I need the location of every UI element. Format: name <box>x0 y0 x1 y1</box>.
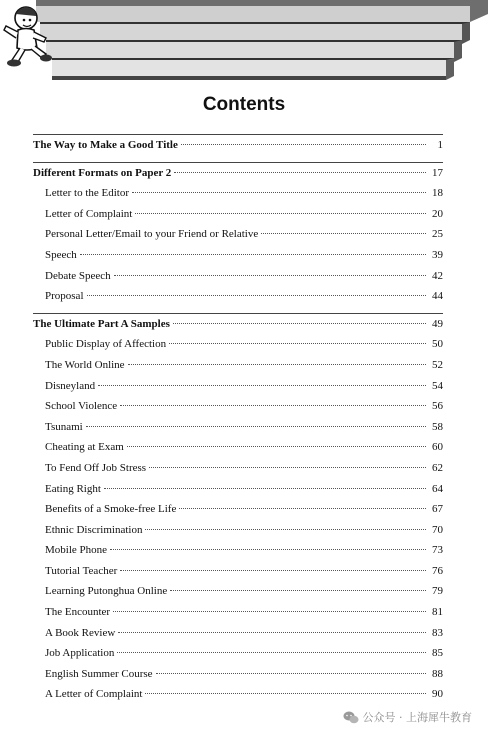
leader-dots <box>113 610 426 612</box>
leader-dots <box>120 569 426 571</box>
toc-page-number: 90 <box>432 688 443 701</box>
leader-dots <box>156 672 426 674</box>
toc-entry[interactable] <box>33 286 443 307</box>
toc-entry[interactable] <box>33 643 443 664</box>
toc-page-number: 17 <box>432 166 443 179</box>
toc-entry-title: Proposal <box>45 290 84 303</box>
toc-section <box>33 162 443 307</box>
toc-entry[interactable] <box>33 581 443 602</box>
table-of-contents <box>33 134 443 705</box>
toc-page-number: 44 <box>432 290 443 303</box>
leader-dots <box>98 384 426 386</box>
wechat-icon <box>343 711 359 724</box>
toc-entry-title: Job Application <box>45 647 115 660</box>
toc-entry[interactable] <box>33 224 443 245</box>
toc-entry-title: Ethnic Discrimination <box>45 523 143 536</box>
toc-entry-title: Letter to the Editor <box>45 187 129 200</box>
toc-page-number: 83 <box>432 626 443 639</box>
toc-entry-title: The Encounter <box>45 606 111 619</box>
leader-dots <box>169 342 426 344</box>
toc-page-number: 1 <box>437 139 443 151</box>
toc-entry[interactable] <box>33 499 443 520</box>
leader-dots <box>120 404 426 406</box>
toc-page-number: 20 <box>432 207 443 220</box>
toc-entry-title: Personal Letter/Email to your Friend or Relative <box>45 228 259 241</box>
leader-dots <box>145 528 426 530</box>
toc-entry[interactable] <box>33 664 443 685</box>
leader-dots <box>170 589 426 591</box>
toc-page-number: 18 <box>432 187 443 200</box>
toc-entry[interactable] <box>33 602 443 623</box>
header-banner <box>0 0 488 88</box>
toc-entry-title: The World Online <box>45 358 125 371</box>
toc-entry[interactable] <box>33 396 443 417</box>
toc-page-number: 56 <box>432 400 443 413</box>
leader-dots <box>104 487 426 489</box>
toc-section-title: Different Formats on Paper 2 <box>33 166 172 179</box>
toc-section-title: The Ultimate Part A Samples <box>33 317 170 330</box>
toc-section-heading[interactable] <box>33 135 443 156</box>
leader-dots <box>128 363 426 365</box>
toc-entry[interactable] <box>33 376 443 397</box>
toc-section-heading[interactable] <box>33 314 443 335</box>
leader-dots <box>110 548 426 550</box>
leader-dots <box>117 651 426 653</box>
toc-entry-title: Speech <box>45 248 77 261</box>
toc-section <box>33 134 443 156</box>
leader-dots <box>118 631 426 633</box>
leader-dots <box>145 692 426 694</box>
toc-entry-title: Benefits of a Smoke-free Life <box>45 503 177 516</box>
toc-page-number: 64 <box>432 482 443 495</box>
leader-dots <box>87 294 427 296</box>
leader-dots <box>135 212 426 214</box>
toc-entry-title: Letter of Complaint <box>45 207 133 220</box>
toc-entry[interactable] <box>33 479 443 500</box>
toc-page-number: 60 <box>432 441 443 454</box>
leader-dots <box>179 507 426 509</box>
toc-entry-title: School Violence <box>45 400 118 413</box>
toc-page-number: 49 <box>432 317 443 330</box>
toc-page-number: 42 <box>432 269 443 282</box>
toc-section <box>33 313 443 705</box>
toc-entry-title: Mobile Phone <box>45 544 108 557</box>
toc-entry-title: Disneyland <box>45 379 96 392</box>
toc-page-number: 76 <box>432 564 443 577</box>
toc-entry[interactable] <box>33 204 443 225</box>
toc-entry[interactable] <box>33 684 443 705</box>
toc-page-number: 52 <box>432 358 443 371</box>
watermark <box>343 709 473 725</box>
leader-dots <box>149 466 426 468</box>
toc-page-number: 88 <box>432 667 443 680</box>
toc-entry[interactable] <box>33 355 443 376</box>
toc-page-number: 54 <box>432 379 443 392</box>
toc-entry[interactable] <box>33 540 443 561</box>
leader-dots <box>80 253 426 255</box>
toc-page-number: 85 <box>432 647 443 660</box>
toc-entry-title: A Letter of Complaint <box>45 688 143 701</box>
toc-entry[interactable] <box>33 458 443 479</box>
leader-dots <box>127 445 426 447</box>
toc-entry[interactable] <box>33 183 443 204</box>
watermark-text: 公众号 · 上海犀牛教育 <box>362 711 472 724</box>
leader-dots <box>114 274 426 276</box>
toc-page-number: 25 <box>432 228 443 241</box>
toc-entry-title: Tsunami <box>45 420 83 433</box>
toc-page-number: 79 <box>432 585 443 598</box>
toc-page-number: 39 <box>432 248 443 261</box>
toc-entry-title: Cheating at Exam <box>45 441 124 454</box>
leader-dots <box>173 322 426 324</box>
toc-entry-title: Tutorial Teacher <box>45 564 118 577</box>
toc-entry[interactable] <box>33 334 443 355</box>
toc-entry-title: English Summer Course <box>45 667 153 680</box>
page-title: Contents <box>202 94 286 115</box>
toc-entry-title: Public Display of Affection <box>45 338 167 351</box>
toc-entry-title: Eating Right <box>45 482 101 495</box>
stair-banner-graphic <box>0 0 488 88</box>
toc-entry-title: To Fend Off Job Stress <box>45 461 147 474</box>
toc-entry-title: Debate Speech <box>45 269 111 282</box>
toc-entry[interactable] <box>33 561 443 582</box>
toc-entry[interactable] <box>33 266 443 287</box>
toc-entry[interactable] <box>33 437 443 458</box>
toc-entry[interactable] <box>33 623 443 644</box>
toc-entry[interactable] <box>33 520 443 541</box>
leader-dots <box>174 171 426 173</box>
toc-entry[interactable] <box>33 417 443 438</box>
toc-page-number: 73 <box>432 544 443 557</box>
toc-entry[interactable] <box>33 245 443 266</box>
leader-dots <box>86 425 426 427</box>
toc-entry-title: A Book Review <box>45 626 116 639</box>
toc-page-number: 50 <box>432 338 443 351</box>
leader-dots <box>132 191 426 193</box>
toc-section-heading[interactable] <box>33 163 443 184</box>
toc-section-title: The Way to Make a Good Title <box>33 139 178 151</box>
toc-page-number: 67 <box>432 503 443 516</box>
leader-dots <box>181 143 426 145</box>
toc-page-number: 62 <box>432 461 443 474</box>
toc-page-number: 70 <box>432 523 443 536</box>
leader-dots <box>261 232 426 234</box>
toc-page-number: 58 <box>432 420 443 433</box>
toc-page-number: 81 <box>432 606 443 619</box>
toc-entry-title: Learning Putonghua Online <box>45 585 168 598</box>
